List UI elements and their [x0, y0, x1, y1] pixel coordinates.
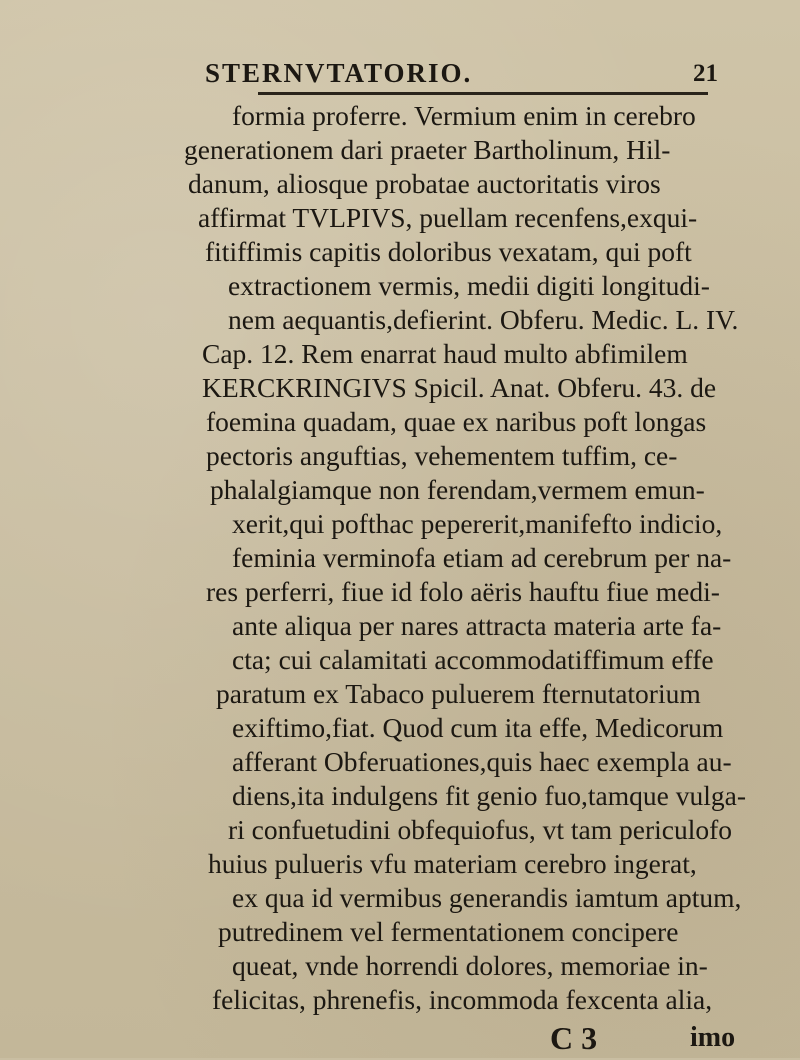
text-line: pectoris anguftias, vehementem tuffim, ce- [206, 440, 678, 471]
text-line: foemina quadam, quae ex naribus poft longas [206, 406, 707, 437]
text-line: Cap. 12. Rem enarrat haud multo abfimilem [202, 338, 688, 369]
text-line: fitiffimis capitis doloribus vexatam, qui poft [205, 236, 692, 267]
text-line: ri confuetudini obfequiofus, vt tam periculofo [228, 814, 733, 845]
header-rule [258, 92, 708, 95]
signature-mark: C 3 [550, 1020, 598, 1056]
catchword: imo [690, 1022, 736, 1053]
text-line: generationem dari praeter Bartholinum, Hil- [184, 134, 671, 165]
text-line: paratum ex Tabaco puluerem fternutatorium [216, 678, 701, 709]
text-line: afferant Obferuationes,quis haec exempla au- [232, 746, 732, 777]
page-number: 21 [693, 60, 718, 87]
text-line: cta; cui calamitati accommodatiffimum effe [232, 644, 714, 675]
text-line: danum, aliosque probatae auctoritatis viros [188, 168, 661, 199]
text-line: nem aequantis,defierint. Obferu. Medic. L. IV. [228, 304, 739, 335]
text-line: KERCKRINGIVS Spicil. Anat. Obferu. 43. de [202, 372, 717, 403]
running-head: STERNVTATORIO. [205, 58, 473, 88]
text-line: feminia verminofa etiam ad cerebrum per na- [232, 542, 732, 573]
text-line: extractionem vermis, medii digiti longitudi- [228, 270, 710, 301]
text-line: putredinem vel fermentationem concipere [218, 916, 679, 947]
text-line: phalalgiamque non ferendam,vermem emun- [210, 474, 705, 505]
text-line: ex qua id vermibus generandis iamtum aptum, [232, 882, 742, 913]
page-footer [0, 1020, 800, 1060]
text-line: diens,ita indulgens fit genio fuo,tamque vulga- [232, 780, 746, 811]
text-line: exiftimo,fiat. Quod cum ita effe, Medicorum [232, 712, 724, 743]
text-line: felicitas, phrenefis, incommoda fexcenta alia, [212, 984, 713, 1015]
text-line: queat, vnde horrendi dolores, memoriae in- [232, 950, 708, 981]
text-line: huius pulueris vfu materiam cerebro ingerat, [208, 848, 697, 879]
page-header [0, 52, 800, 92]
text-line: xerit,qui pofthac pepererit,manifefto indicio, [232, 508, 723, 539]
text-line: res perferri, fiue id folo aëris hauftu fiue medi- [206, 576, 720, 607]
text-line: affirmat TVLPIVS, puellam recenfens,exqui- [198, 202, 698, 233]
text-line: formia proferre. Vermium enim in cerebro [232, 100, 696, 131]
text-line: ante aliqua per nares attracta materia arte fa- [232, 610, 722, 641]
